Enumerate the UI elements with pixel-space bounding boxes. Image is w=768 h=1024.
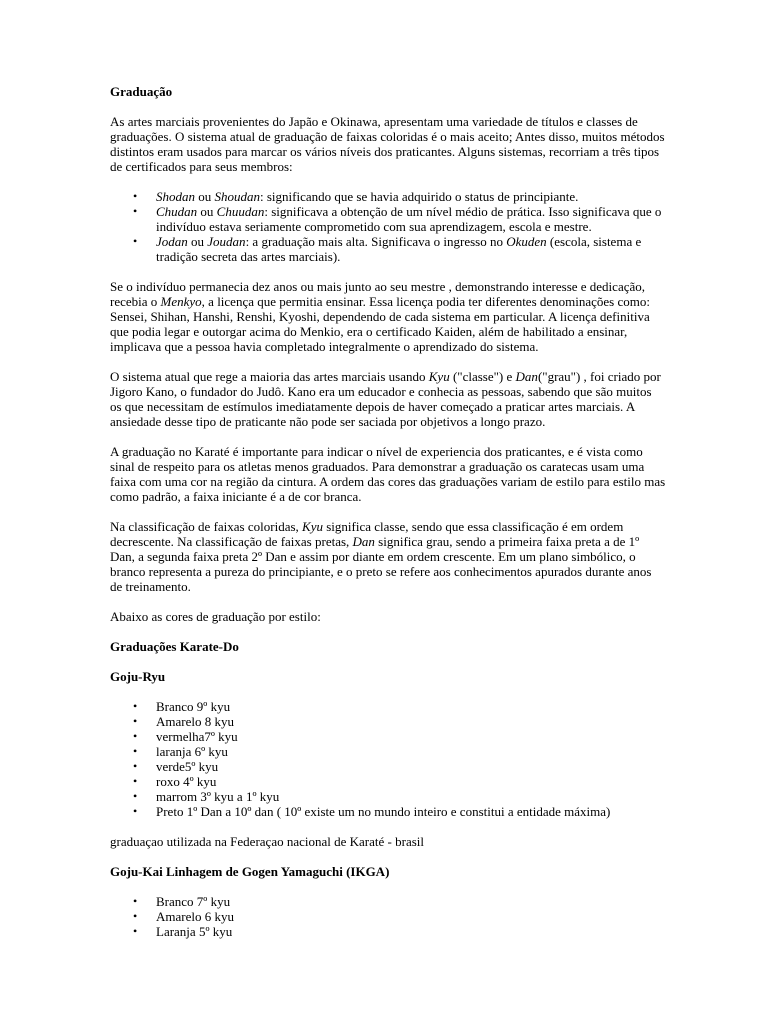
term: Kyu bbox=[428, 369, 450, 384]
term: Joudan bbox=[207, 234, 246, 249]
document-page bbox=[110, 84, 666, 954]
list-item: • Branco 7º kyu bbox=[156, 894, 666, 909]
goju-note: graduaçao utilizada na Federaçao nacional de Karaté - brasil bbox=[110, 834, 424, 849]
list-item: • Chudan ou Chuudan: significava a obtenção de um nível médio de prática. Isso significava que o indivíduo estava seriamente comprometido com sua aprendizagem, escola e mestre. bbox=[156, 204, 666, 234]
term: Dan bbox=[352, 534, 375, 549]
list-item: • verde5º kyu bbox=[156, 759, 666, 774]
list-item: • Amarelo 6 kyu bbox=[156, 909, 666, 924]
list-item: • marrom 3º kyu a 1º kyu bbox=[156, 789, 666, 804]
list-item: • roxo 4º kyu bbox=[156, 774, 666, 789]
term: Dan bbox=[515, 369, 538, 384]
term: Menkyo bbox=[160, 294, 202, 309]
styles-intro: Abaixo as cores de graduação por estilo: bbox=[110, 609, 321, 624]
list-item: • Amarelo 8 kyu bbox=[156, 714, 666, 729]
list-item: • Branco 9º kyu bbox=[156, 699, 666, 714]
term: Okuden bbox=[506, 234, 547, 249]
list-item: • Preto 1º Dan a 10º dan ( 10º existe um no mundo inteiro e constitui a entidade máxima) bbox=[156, 804, 666, 819]
term: Chuudan bbox=[216, 204, 265, 219]
certificates-list bbox=[110, 189, 666, 264]
term: Shoudan bbox=[214, 189, 260, 204]
list-item: • Shodan ou Shoudan: significando que se havia adquirido o status de principiante. bbox=[156, 189, 666, 204]
list-item: • Jodan ou Joudan: a graduação mais alta. Significava o ingresso no Okuden (escola, sistema e tradição secreta das artes marciais). bbox=[156, 234, 666, 264]
classification-paragraph: Na classificação de faixas coloridas, Kyu significa classe, sendo que essa classificação é em ordem decrescente. Na classificação de faixas pretas, Dan significa grau, sendo a primeira faixa preta a de 1º Dan, a segunda faixa preta 2º Dan e assim por diante em ordem crescente. Em um plano simbólico, o branco representa a pureza do principiante, e o preto se refere aos conhecimentos apurados durante anos de treinamento. bbox=[110, 519, 652, 594]
kyu-dan-paragraph: O sistema atual que rege a maioria das artes marciais usando Kyu ("classe") e Dan("grau") , foi criado por Jigoro Kano, o fundador do Judô. Kano era um educador e conhecia as pessoas, sabendo que são muitos os que necessitam de estímulos imediatamente depois de haver começado a praticar artes marciais. A ansiedade desse tipo de praticante não pode ser saciada por objetivos a longo prazo. bbox=[110, 369, 661, 429]
list-item: • vermelha7º kyu bbox=[156, 729, 666, 744]
section-heading: Goju-Kai Linhagem de Gogen Yamaguchi (IKGA) bbox=[110, 864, 390, 879]
section-heading: Goju-Ryu bbox=[110, 669, 166, 684]
section-heading: Graduações Karate-Do bbox=[110, 639, 239, 654]
karate-paragraph: A graduação no Karaté é importante para indicar o nível de experiencia dos praticantes, e é vista como sinal de respeito para os atletas menos graduados. Para demonstrar a graduação os caratecas usam uma faixa com uma cor na região da cintura. A ordem das cores das graduações variam de estilo para estilo mas como padrão, a faixa iniciante é a de cor branca. bbox=[110, 444, 666, 504]
term: Shodan bbox=[156, 189, 195, 204]
goju-kai-list bbox=[110, 894, 666, 939]
list-item: • laranja 6º kyu bbox=[156, 744, 666, 759]
term: Kyu bbox=[302, 519, 323, 534]
goju-ryu-list bbox=[110, 699, 666, 819]
list-item: • Laranja 5º kyu bbox=[156, 924, 666, 939]
menkyo-paragraph: Se o indivíduo permanecia dez anos ou mais junto ao seu mestre , demonstrando interesse e dedicação, recebia o Menkyo, a licença que permitia ensinar. Essa licença podia ter diferentes denominações como: Sensei, Shihan, Hanshi, Renshi, Kyoshi, dependendo de cada sistema em particular. A licença definitiva que podia legar e outorgar acima do Menkio, era o certificado Kaiden, além de habilitado a ensinar, implicava que a pessoa havia completado integralmente o aprendizado do sistema. bbox=[110, 279, 650, 354]
term: Jodan bbox=[156, 234, 188, 249]
term: Chudan bbox=[156, 204, 198, 219]
page-title: Graduação bbox=[110, 84, 173, 99]
intro-paragraph: As artes marciais provenientes do Japão e Okinawa, apresentam uma variedade de títulos e classes de graduações. O sistema atual de graduação de faixas coloridas é o mais aceito; Antes disso, muitos métodos distintos eram usados para marcar os vários níveis dos praticantes. Alguns sistemas, recorriam a três tipos de certificados para seus membros: bbox=[110, 114, 665, 174]
